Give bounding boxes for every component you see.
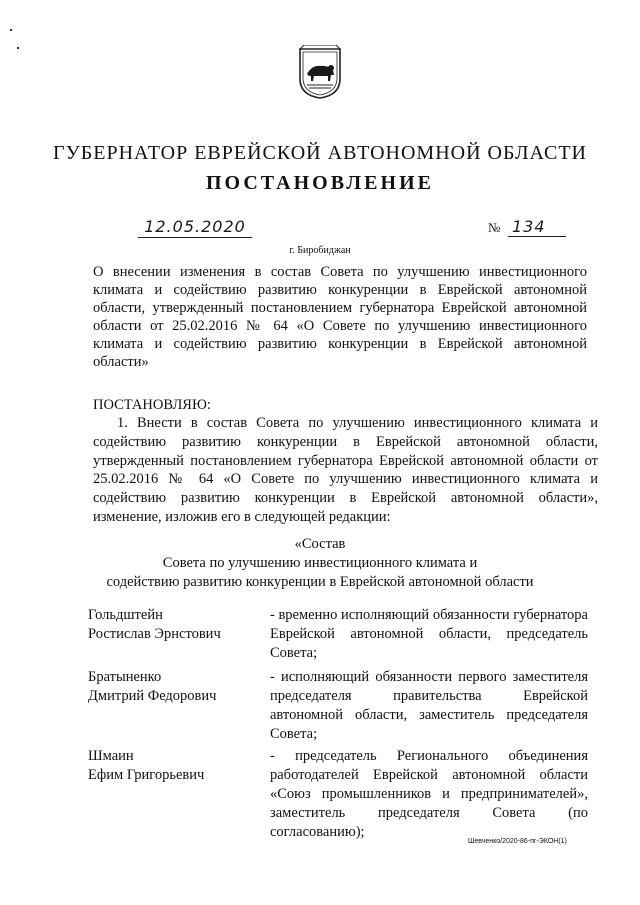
file-code: Шевченко/2020-86-пг-ЭКОН(1): [468, 838, 567, 845]
member-name: Гольдштейн Ростислав Эрнстович: [88, 607, 221, 642]
document-type: ПОСТАНОВЛЕНИЕ: [206, 172, 434, 194]
composition-heading: [0, 535, 640, 592]
document-date: 12.05.2020: [138, 217, 252, 238]
city: г. Биробиджан: [289, 245, 351, 256]
organization-title: ГУБЕРНАТОР ЕВРЕЙСКОЙ АВТОНОМНОЙ ОБЛАСТИ: [53, 142, 587, 164]
member-role: - временно исполняющий обязанности губернатора Еврейской автономной области, председатель Совета;: [270, 607, 588, 661]
document-subject: О внесении изменения в состав Совета по улучшению инвестиционного климата и содействию развитию конкуренции в Еврейской автономной области, утвержденный постановлением губернатора Еврейской автономной области от 25.02.2016 № 64 «О Совете по улучшению инвестиционного климата и содействию развитию конкуренции в Еврейской автономной области»: [93, 264, 587, 370]
paragraph-1: 1. Внести в состав Совета по улучшению инвестиционного климата и содействию развитию конкуренции в Еврейской автономной области, утвержденный постановлением губернатора Еврейской автономной области от 25.02.2016 № 64 «О Совете по улучшению инвестиционного климата и содействию развитию конкуренции в Еврейской автономной области», изменение, изложив его в следующей редакции:: [93, 415, 598, 525]
document-number: 134: [508, 217, 566, 237]
member-name: Братыненко Дмитрий Федорович: [88, 669, 217, 704]
scan-mark: [17, 47, 19, 49]
number-label: №: [488, 220, 501, 235]
member-name: Шмаин Ефим Григорьевич: [88, 748, 205, 783]
decree-word: ПОСТАНОВЛЯЮ:: [93, 397, 211, 413]
member-role: - председатель Регионального объединения работодателей Еврейской автономной области «Союз промышленников и предпринимателей», заместитель председателя Совета (по согласованию);: [270, 748, 588, 840]
scan-mark: [10, 29, 12, 31]
coat-of-arms-icon: [298, 45, 342, 99]
composition-title: «Состав: [294, 536, 346, 552]
member-role: - исполняющий обязанности первого заместителя председателя правительства Еврейской автономной области, заместитель председателя Совета;: [270, 669, 588, 742]
composition-line-2: Совета по улучшению инвестиционного климата и: [162, 555, 478, 571]
composition-line-3: содействию развитию конкуренции в Еврейской автономной области: [106, 574, 534, 590]
